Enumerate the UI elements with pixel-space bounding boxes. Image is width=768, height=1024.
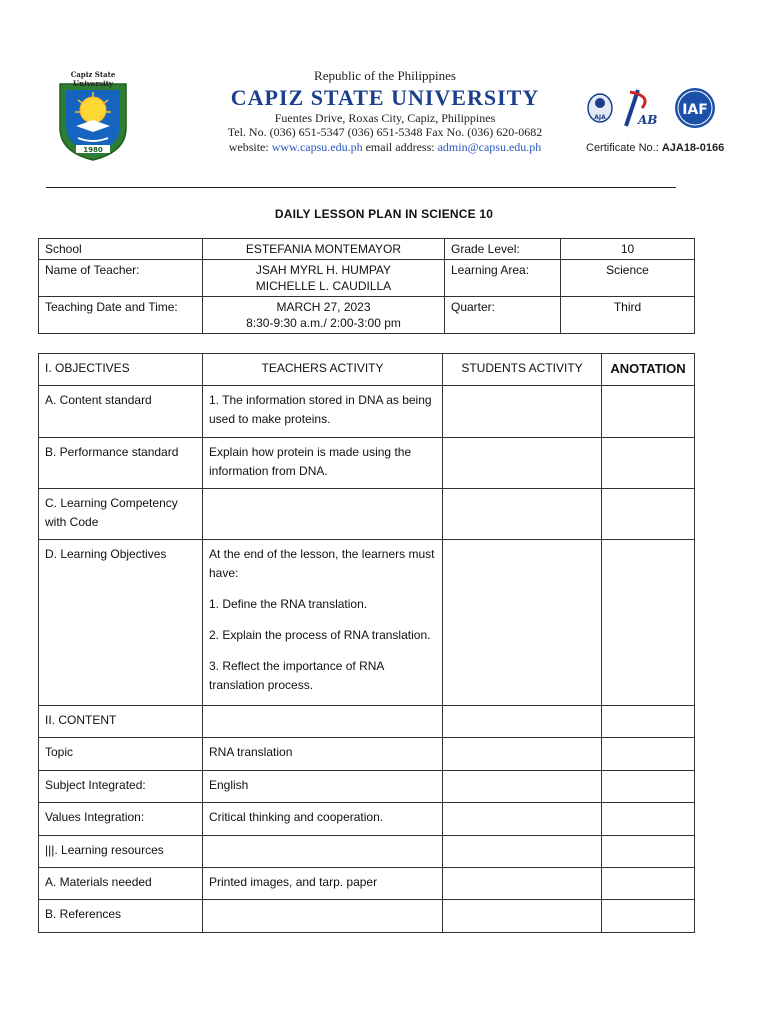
letterhead (0, 60, 768, 170)
table-row (39, 386, 695, 438)
anotation-cell (602, 803, 695, 836)
anotation-cell (602, 771, 695, 803)
header-teachers-activity: TEACHERS ACTIVITY (203, 354, 443, 386)
header-objectives: I. OBJECTIVES (39, 354, 203, 386)
table-row (39, 540, 695, 706)
quarter-label: Quarter: (445, 297, 561, 334)
teacher-2: MICHELLE L. CAUDILLA (255, 279, 392, 293)
university-address: Fuentes Drive, Roxas City, Capiz, Philippines (274, 111, 496, 125)
document-title: DAILY LESSON PLAN IN SCIENCE 10 (274, 207, 494, 221)
email-label: email address: (365, 140, 435, 154)
table-row (39, 803, 695, 836)
objectives-intro: At the end of the lesson, the learners must have: (209, 547, 435, 580)
info-table (38, 238, 695, 334)
header-anotation: ANOTATION (602, 354, 695, 386)
values-label: Values Integration: (39, 803, 203, 836)
anotation-cell (602, 540, 695, 706)
aja-logo-icon (588, 94, 612, 122)
website-link[interactable]: www.capsu.edu.ph (271, 140, 363, 154)
content-standard-value: 1. The information stored in DNA as being used to make proteins. (203, 386, 443, 438)
content-value (203, 706, 443, 738)
content-standard-label: A. Content standard (39, 386, 203, 438)
area-label: Learning Area: (445, 260, 561, 297)
anotation-cell (602, 386, 695, 438)
performance-standard-label: B. Performance standard (39, 438, 203, 489)
anotation-cell (602, 836, 695, 868)
table-row (39, 771, 695, 803)
objective-item: 2. Explain the process of RNA translation. (209, 628, 431, 642)
header-students-activity: STUDENTS ACTIVITY (443, 354, 602, 386)
area-value: Science (561, 260, 695, 297)
teaching-time: 8:30-9:30 a.m./ 2:00-3:00 pm (246, 316, 401, 330)
values-value: Critical thinking and cooperation. (203, 803, 443, 836)
students-cell (443, 900, 602, 933)
students-cell (443, 386, 602, 438)
students-cell (443, 540, 602, 706)
svg-text:AB: AB (638, 113, 658, 127)
header-divider (46, 187, 676, 188)
table-row (39, 297, 695, 334)
materials-value: Printed images, and tarp. paper (203, 868, 443, 900)
references-label: B. References (39, 900, 203, 933)
table-row (39, 239, 695, 260)
anotation-cell (602, 738, 695, 771)
table-row (39, 836, 695, 868)
anotation-cell (602, 489, 695, 540)
anotation-cell (602, 706, 695, 738)
references-value (203, 900, 443, 933)
table-header-row (39, 354, 695, 386)
logo-caption: Capiz State University (70, 70, 116, 88)
teacher-value (203, 260, 445, 297)
table-row (39, 438, 695, 489)
students-cell (443, 836, 602, 868)
objectives-value (203, 540, 443, 706)
competency-value (203, 489, 443, 540)
svg-text:AJA: AJA (594, 114, 606, 121)
students-cell (443, 738, 602, 771)
iaf-logo-icon (675, 88, 715, 128)
topic-label: Topic (39, 738, 203, 771)
topic-value: RNA translation (203, 738, 443, 771)
grade-value: 10 (561, 239, 695, 260)
objective-item: 1. Define the RNA translation. (209, 597, 368, 611)
contact-numbers: Tel. No. (036) 651-5347 (036) 651-5348 Fax No. (036) 620-0682 (227, 125, 543, 139)
svg-text:IAF: IAF (682, 102, 708, 118)
table-row (39, 706, 695, 738)
anotation-cell (602, 900, 695, 933)
competency-label: C. Learning Competency with Code (39, 489, 203, 540)
resources-label: |||. Learning resources (39, 836, 203, 868)
students-cell (443, 706, 602, 738)
content-label: II. CONTENT (39, 706, 203, 738)
svg-text:1980: 1980 (83, 146, 103, 154)
students-cell (443, 489, 602, 540)
teaching-date: MARCH 27, 2023 (276, 300, 371, 314)
students-cell (443, 868, 602, 900)
teacher-label: Name of Teacher: (39, 260, 203, 297)
table-row (39, 868, 695, 900)
objectives-label: D. Learning Objectives (39, 540, 203, 706)
students-cell (443, 771, 602, 803)
subject-value: English (203, 771, 443, 803)
quarter-value: Third (561, 297, 695, 334)
materials-label: A. Materials needed (39, 868, 203, 900)
letterhead-text (190, 68, 580, 155)
web-email-line (190, 140, 580, 155)
table-row (39, 738, 695, 771)
subject-label: Subject Integrated: (39, 771, 203, 803)
email-link[interactable]: admin@capsu.edu.ph (437, 140, 542, 154)
republic-line: Republic of the Philippines (314, 68, 456, 83)
university-name: CAPIZ STATE UNIVERSITY (230, 85, 540, 110)
performance-standard-value: Explain how protein is made using the information from DNA. (203, 438, 443, 489)
anotation-cell (602, 438, 695, 489)
date-value (203, 297, 445, 334)
jab-logo-icon (626, 90, 657, 127)
school-label: School (39, 239, 203, 260)
table-row (39, 489, 695, 540)
grade-label: Grade Level: (445, 239, 561, 260)
students-cell (443, 438, 602, 489)
teacher-1: JSAH MYRL H. HUMPAY (255, 263, 392, 277)
school-value: ESTEFANIA MONTEMAYOR (203, 239, 445, 260)
resources-value (203, 836, 443, 868)
table-row (39, 260, 695, 297)
date-label: Teaching Date and Time: (39, 297, 203, 334)
table-row (39, 900, 695, 933)
anotation-cell (602, 868, 695, 900)
students-cell (443, 803, 602, 836)
certificate-number: Certificate No.: AJA18-0166 (586, 142, 725, 154)
objective-item: 3. Reflect the importance of RNA translation process. (209, 659, 384, 692)
lesson-plan-table (38, 353, 695, 933)
website-label: website: (228, 140, 269, 154)
